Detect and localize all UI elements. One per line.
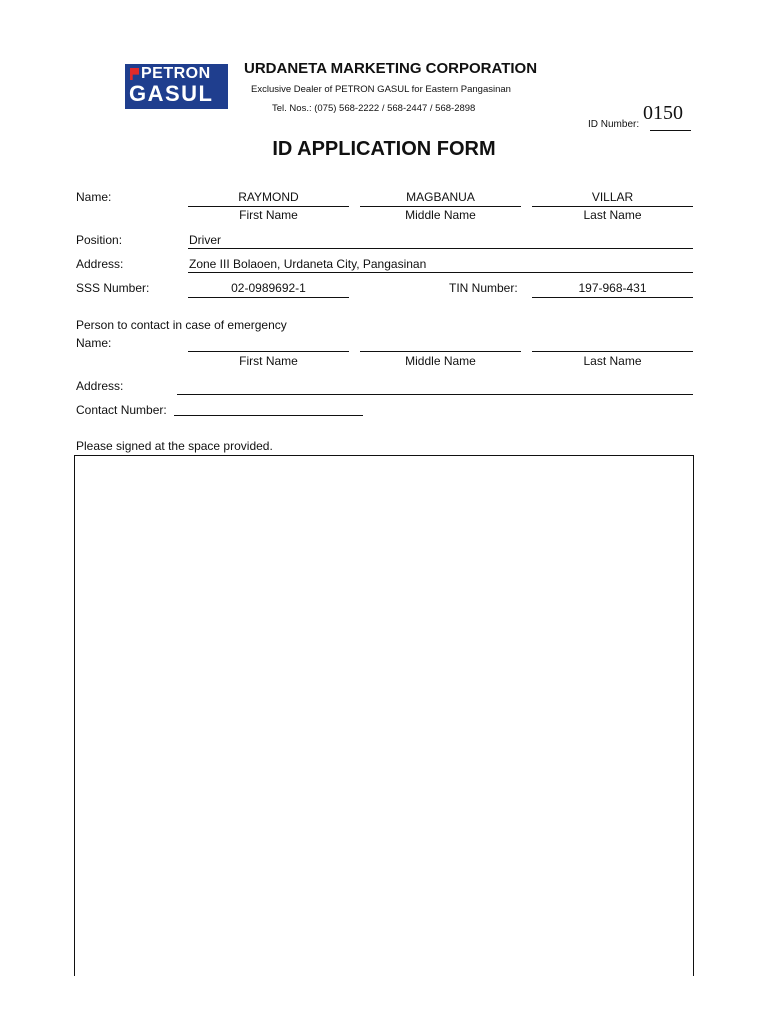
name-label: Name: bbox=[76, 190, 112, 204]
id-number-line bbox=[650, 130, 691, 131]
middle-name-value[interactable]: MAGBANUA bbox=[406, 190, 475, 204]
signature-instruction: Please signed at the space provided. bbox=[76, 439, 273, 453]
logo-text-bottom: GASUL bbox=[129, 81, 214, 106]
tin-label: TIN Number: bbox=[449, 281, 518, 295]
emergency-last-name-field[interactable] bbox=[532, 351, 693, 352]
signature-box[interactable] bbox=[74, 455, 694, 976]
id-number-value: 0150 bbox=[643, 102, 683, 124]
first-name-caption: First Name bbox=[239, 208, 298, 222]
first-name-line bbox=[188, 206, 349, 207]
emergency-first-name-field[interactable] bbox=[188, 351, 349, 352]
petron-gasul-logo bbox=[125, 64, 228, 109]
emergency-last-name-caption: Last Name bbox=[583, 354, 642, 368]
emergency-address-field[interactable] bbox=[177, 394, 693, 395]
logo-text-top: PETRON bbox=[141, 65, 211, 82]
emergency-middle-name-caption: Middle Name bbox=[405, 354, 476, 368]
emergency-heading: Person to contact in case of emergency bbox=[76, 318, 287, 332]
last-name-caption: Last Name bbox=[583, 208, 642, 222]
address-line bbox=[188, 272, 693, 273]
emergency-address-label: Address: bbox=[76, 379, 124, 393]
sss-line bbox=[188, 297, 349, 298]
company-subtitle: Exclusive Dealer of PETRON GASUL for Eastern Pangasinan bbox=[251, 84, 511, 95]
sss-value[interactable]: 02-0989692-1 bbox=[231, 281, 306, 295]
emergency-middle-name-field[interactable] bbox=[360, 351, 521, 352]
contact-number-field[interactable] bbox=[174, 415, 363, 416]
address-value[interactable]: Zone III Bolaoen, Urdaneta City, Pangasinan bbox=[189, 257, 427, 271]
emergency-name-label: Name: bbox=[76, 336, 112, 350]
form-title: ID APPLICATION FORM bbox=[272, 138, 496, 160]
sss-label: SSS Number: bbox=[76, 281, 150, 295]
company-name: URDANETA MARKETING CORPORATION bbox=[244, 60, 538, 77]
first-name-value[interactable]: RAYMOND bbox=[238, 190, 299, 204]
position-value[interactable]: Driver bbox=[189, 233, 221, 247]
middle-name-line bbox=[360, 206, 521, 207]
last-name-line bbox=[532, 206, 693, 207]
company-telephone: Tel. Nos.: (075) 568-2222 / 568-2447 / 568-2898 bbox=[272, 103, 476, 114]
petron-flag-icon bbox=[130, 68, 139, 80]
tin-value[interactable]: 197-968-431 bbox=[578, 281, 647, 295]
middle-name-caption: Middle Name bbox=[405, 208, 476, 222]
tin-line bbox=[532, 297, 693, 298]
emergency-first-name-caption: First Name bbox=[239, 354, 298, 368]
id-number-label: ID Number: bbox=[588, 119, 640, 130]
last-name-value[interactable]: VILLAR bbox=[591, 190, 634, 204]
contact-number-label: Contact Number: bbox=[76, 403, 167, 417]
position-line bbox=[188, 248, 693, 249]
address-label: Address: bbox=[76, 257, 124, 271]
position-label: Position: bbox=[76, 233, 123, 247]
